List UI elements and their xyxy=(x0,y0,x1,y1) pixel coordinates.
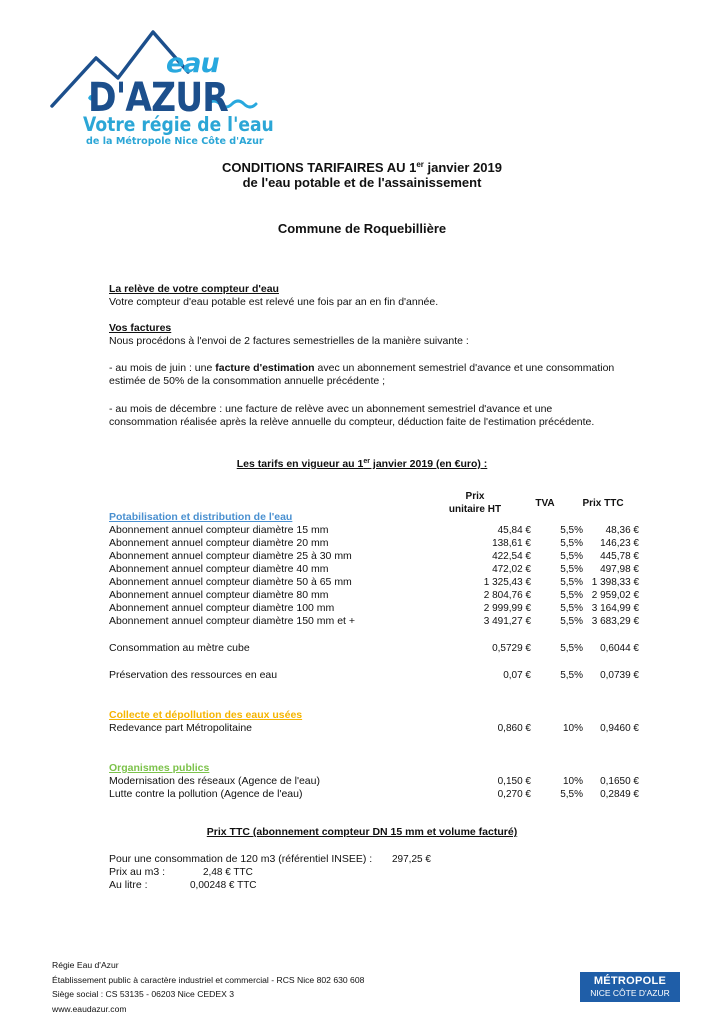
table-row: Abonnement annuel compteur diamètre 20 mm 138,61 € 5,5% 146,23 € xyxy=(109,537,639,549)
footer xyxy=(52,958,364,1016)
table-row: Consommation au mètre cube 0,5729 € 5,5% 0,6044 € xyxy=(109,642,639,654)
releve-text: Votre compteur d'eau potable est relevé une fois par an en fin d'année. xyxy=(109,296,439,308)
table-row: Abonnement annuel compteur diamètre 25 à 30 mm 422,54 € 5,5% 445,78 € xyxy=(109,550,639,562)
footer-address: Siège social : CS 53135 - 06203 Nice CEDEX 3 xyxy=(52,989,235,999)
summary-m3-label: Prix au m3 : xyxy=(109,866,166,878)
releve-heading: La relève de votre compteur d'eau xyxy=(109,283,279,295)
commune-name: Commune de Roquebillière xyxy=(277,221,447,236)
column-header-prix-ht: Prix unitaire HT xyxy=(448,491,502,515)
document-title-line2: de l'eau potable et de l'assainissement xyxy=(242,175,482,190)
table-row: Abonnement annuel compteur diamètre 100 mm 2 999,99 € 5,5% 3 164,99 € xyxy=(109,602,639,614)
metropole-logo: MÉTROPOLE NICE CÔTE D'AZUR xyxy=(580,972,680,1002)
table-row: Abonnement annuel compteur diamètre 15 mm 45,84 € 5,5% 48,36 € xyxy=(109,524,639,536)
factures-juin-line1: - au mois de juin : une facture d'estimation avec un abonnement semestriel d'avance et une consommation xyxy=(109,362,615,374)
factures-intro: Nous procédons à l'envoi de 2 factures semestrielles de la manière suivante : xyxy=(109,335,469,347)
logo-tagline: Votre régie de l'eau xyxy=(83,113,274,136)
summary-conso-value: 297,25 € xyxy=(392,854,431,865)
table-row: Abonnement annuel compteur diamètre 40 mm 472,02 € 5,5% 497,98 € xyxy=(109,563,639,575)
footer-website-link[interactable]: www.eaudazur.com xyxy=(52,1003,127,1014)
table-row: Lutte contre la pollution (Agence de l'eau) 0,270 € 5,5% 0,2849 € xyxy=(109,788,639,800)
summary-conso-label: Pour une consommation de 120 m3 (référentiel INSEE) : xyxy=(109,853,373,865)
table-row: Modernisation des réseaux (Agence de l'eau) 0,150 € 10% 0,1650 € xyxy=(109,775,639,787)
document-title-line1: CONDITIONS TARIFAIRES AU 1er janvier 2019 xyxy=(222,160,502,175)
tarifs-title: Les tarifs en vigueur au 1er janvier 2019 (en €uro) : xyxy=(236,458,488,470)
section-heading-organismes: Organismes publics xyxy=(109,762,210,774)
section-heading-collecte: Collecte et dépollution des eaux usées xyxy=(109,709,303,721)
column-header-prix-ttc: Prix TTC xyxy=(582,498,624,509)
section-heading-potabilisation: Potabilisation et distribution de l'eau xyxy=(109,511,293,523)
factures-heading: Vos factures xyxy=(109,322,172,334)
eau-dazur-logo xyxy=(48,26,288,156)
factures-decembre-line1: - au mois de décembre : une facture de relève avec un abonnement semestriel d'avance et une xyxy=(109,403,553,415)
summary-litre-label: Au litre : xyxy=(109,879,148,891)
table-row: Redevance part Métropolitaine 0,860 € 10% 0,9460 € xyxy=(109,722,639,734)
summary-litre-value: 0,00248 € TTC xyxy=(190,880,257,891)
table-row: Abonnement annuel compteur diamètre 80 mm 2 804,76 € 5,5% 2 959,02 € xyxy=(109,589,639,601)
summary-title: Prix TTC (abonnement compteur DN 15 mm et volume facturé) xyxy=(206,826,518,838)
column-header-tva: TVA xyxy=(535,498,555,509)
logo-subtagline: de la Métropole Nice Côte d'Azur xyxy=(86,136,264,147)
factures-juin-line2: estimée de 50% de la consommation annuelle précédente ; xyxy=(109,375,386,387)
table-row: Abonnement annuel compteur diamètre 150 mm et + 3 491,27 € 5,5% 3 683,29 € xyxy=(109,615,639,627)
footer-org-name: Régie Eau d'Azur xyxy=(52,960,119,970)
logo-eau-text: eau xyxy=(166,48,219,79)
logo-dazur-text: D'AZUR xyxy=(88,75,228,121)
summary-m3-value: 2,48 € TTC xyxy=(203,867,253,878)
table-row: Abonnement annuel compteur diamètre 50 à 65 mm 1 325,43 € 5,5% 1 398,33 € xyxy=(109,576,639,588)
table-row: Préservation des ressources en eau 0,07 € 5,5% 0,0739 € xyxy=(109,669,639,681)
footer-legal: Établissement public à caractère industriel et commercial - RCS Nice 802 630 608 xyxy=(52,974,365,985)
factures-decembre-line2: consommation réalisée après la relève annuelle du compteur, déduction faite de l'estimation précédente. xyxy=(109,416,595,428)
